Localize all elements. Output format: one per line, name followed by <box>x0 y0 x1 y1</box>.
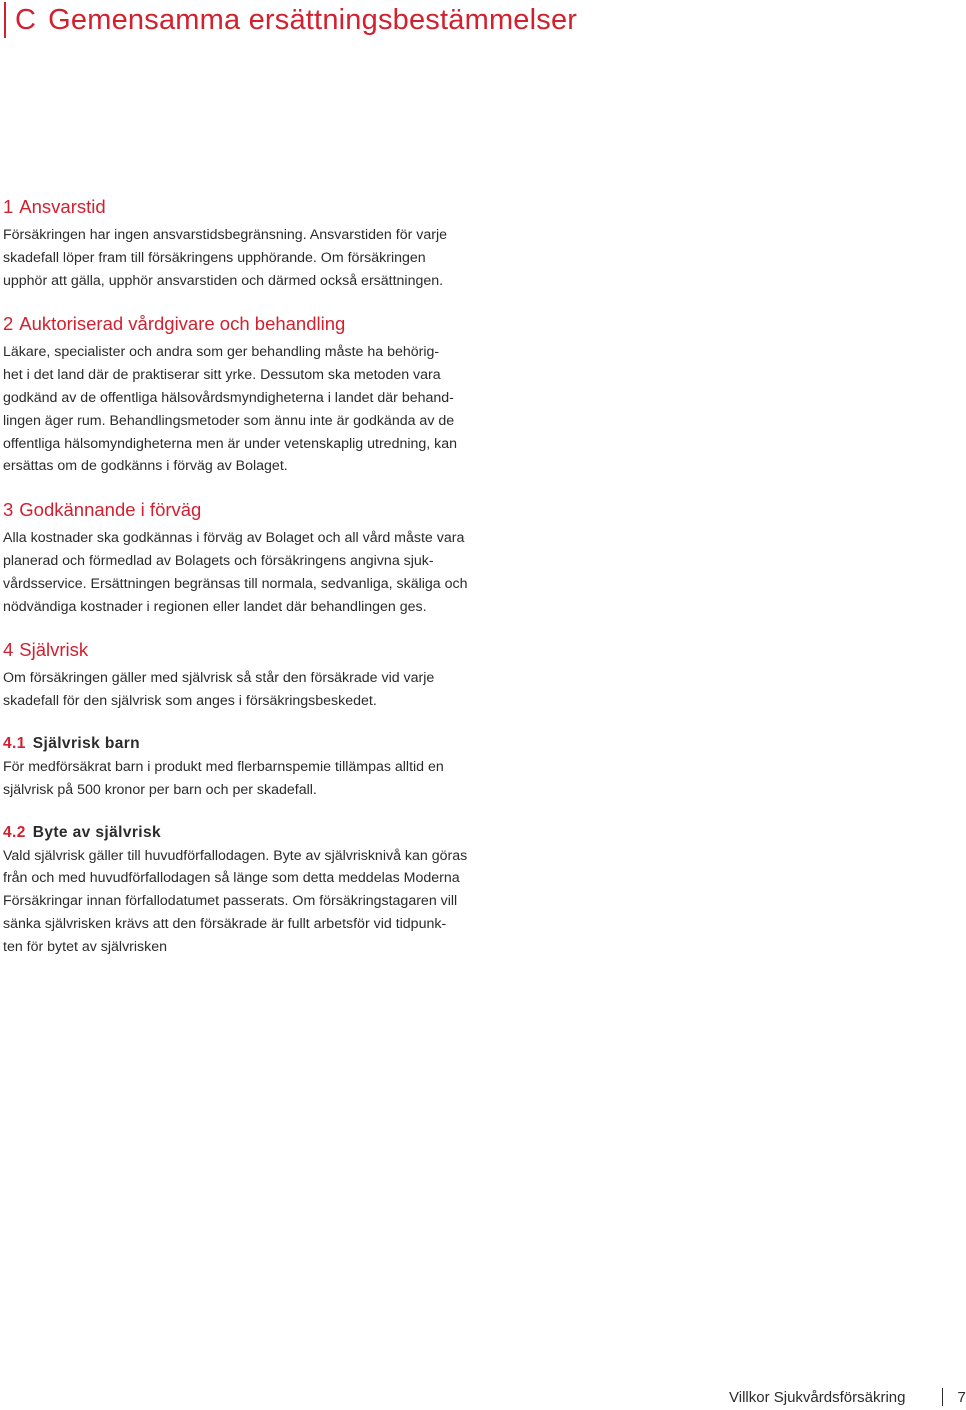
body-line: nödvändiga kostnader i regionen eller landet där behandlingen ges. <box>3 598 427 615</box>
subsection-title: Självrisk barn <box>32 734 141 752</box>
section-title: Godkännande i förväg <box>19 499 202 521</box>
body-line: ten för bytet av självrisken <box>3 938 168 955</box>
section-number: 1 <box>3 196 14 217</box>
chapter-heading <box>4 2 577 38</box>
body-line: vårdsservice. Ersättningen begränsas till normala, sedvanliga, skäliga och <box>3 575 468 592</box>
body-line: skadefall för den självrisk som anges i försäkringsbeskedet. <box>3 693 377 710</box>
body-line: Försäkringen har ingen ansvarstidsbegränsning. Ansvarstiden för varje <box>3 227 447 243</box>
section-body <box>3 341 473 478</box>
subsection-body <box>3 845 473 959</box>
section-sjalvrisk <box>3 638 473 713</box>
body-line: självrisk på 500 kronor per barn och per skadefall. <box>3 781 317 798</box>
section-title: Ansvarstid <box>19 196 106 217</box>
subsection-heading <box>3 733 473 755</box>
subsection-heading <box>3 822 473 844</box>
section-title: Självrisk <box>19 639 89 661</box>
body-line: het i det land där de praktiserar sitt yrke. Dessutom ska metoden vara <box>3 367 441 384</box>
section-body <box>3 224 473 292</box>
section-heading <box>3 195 473 219</box>
section-auktoriserad-vardgivare <box>3 312 473 478</box>
section-ansvarstid <box>3 195 473 292</box>
subsection-title: Byte av självrisk <box>32 823 162 841</box>
body-line: Läkare, specialister och andra som ger behandling måste ha behörig- <box>3 344 440 361</box>
chapter-letter: C <box>15 3 37 36</box>
body-line: lingen äger rum. Behandlingsmetoder som ännu inte är godkända av de <box>3 412 455 429</box>
body-line: ersättas om de godkänns i förväg av Bolaget. <box>3 458 288 475</box>
section-body <box>3 667 473 713</box>
body-line: godkänd av de offentliga hälsovårdsmyndigheterna i landet där behand- <box>3 389 454 406</box>
footer-divider <box>942 1388 943 1406</box>
section-number: 2 <box>3 313 14 335</box>
subsection-sjalvrisk-barn <box>3 733 473 802</box>
section-godkannande-i-forvag <box>3 498 473 618</box>
page-footer <box>729 1386 966 1408</box>
body-line: Alla kostnader ska godkännas i förväg av Bolaget och all vård måste vara <box>3 530 465 547</box>
section-heading <box>3 498 473 522</box>
body-line: Försäkringar innan förfallodatumet passerats. Om försäkringstagaren vill <box>3 893 458 910</box>
body-line: skadefall löper fram till försäkringens upphörande. Om försäkringen <box>3 249 426 266</box>
body-line: sänka självrisken krävs att den försäkrade är fullt arbetsför vid tidpunk- <box>3 915 447 932</box>
section-number: 3 <box>3 499 14 521</box>
chapter-title: Gemensamma ersättningsbestämmelser <box>48 3 578 36</box>
body-line: Vald självrisk gäller till huvudförfallodagen. Byte av självrisknivå kan göras <box>3 847 468 864</box>
body-line: planerad och förmedlad av Bolagets och försäkringens angivna sjuk- <box>3 552 434 569</box>
section-number: 4 <box>3 639 14 661</box>
section-title: Auktoriserad vårdgivare och behandling <box>19 313 346 335</box>
subsection-byte-av-sjalvrisk <box>3 822 473 959</box>
section-heading <box>3 638 473 662</box>
section-heading <box>3 312 473 336</box>
subsection-number: 4.1 <box>3 734 26 752</box>
main-content <box>3 195 473 979</box>
page-number: 7 <box>957 1388 966 1406</box>
body-line: För medförsäkrat barn i produkt med flerbarnspemie tillämpas alltid en <box>3 758 444 775</box>
footer-document-title: Villkor Sjukvårdsförsäkring <box>729 1388 906 1406</box>
subsection-body <box>3 756 473 802</box>
body-line: offentliga hälsomyndigheterna men är under vetenskaplig utredning, kan <box>3 435 458 452</box>
body-line: upphör att gälla, upphör ansvarstiden och därmed också ersättningen. <box>3 272 444 289</box>
subsection-number: 4.2 <box>3 823 26 841</box>
section-body <box>3 527 473 618</box>
body-line: Om försäkringen gäller med självrisk så står den försäkrade vid varje <box>3 670 435 687</box>
body-line: från och med huvudförfallodagen så länge som detta meddelas Moderna <box>3 870 460 887</box>
